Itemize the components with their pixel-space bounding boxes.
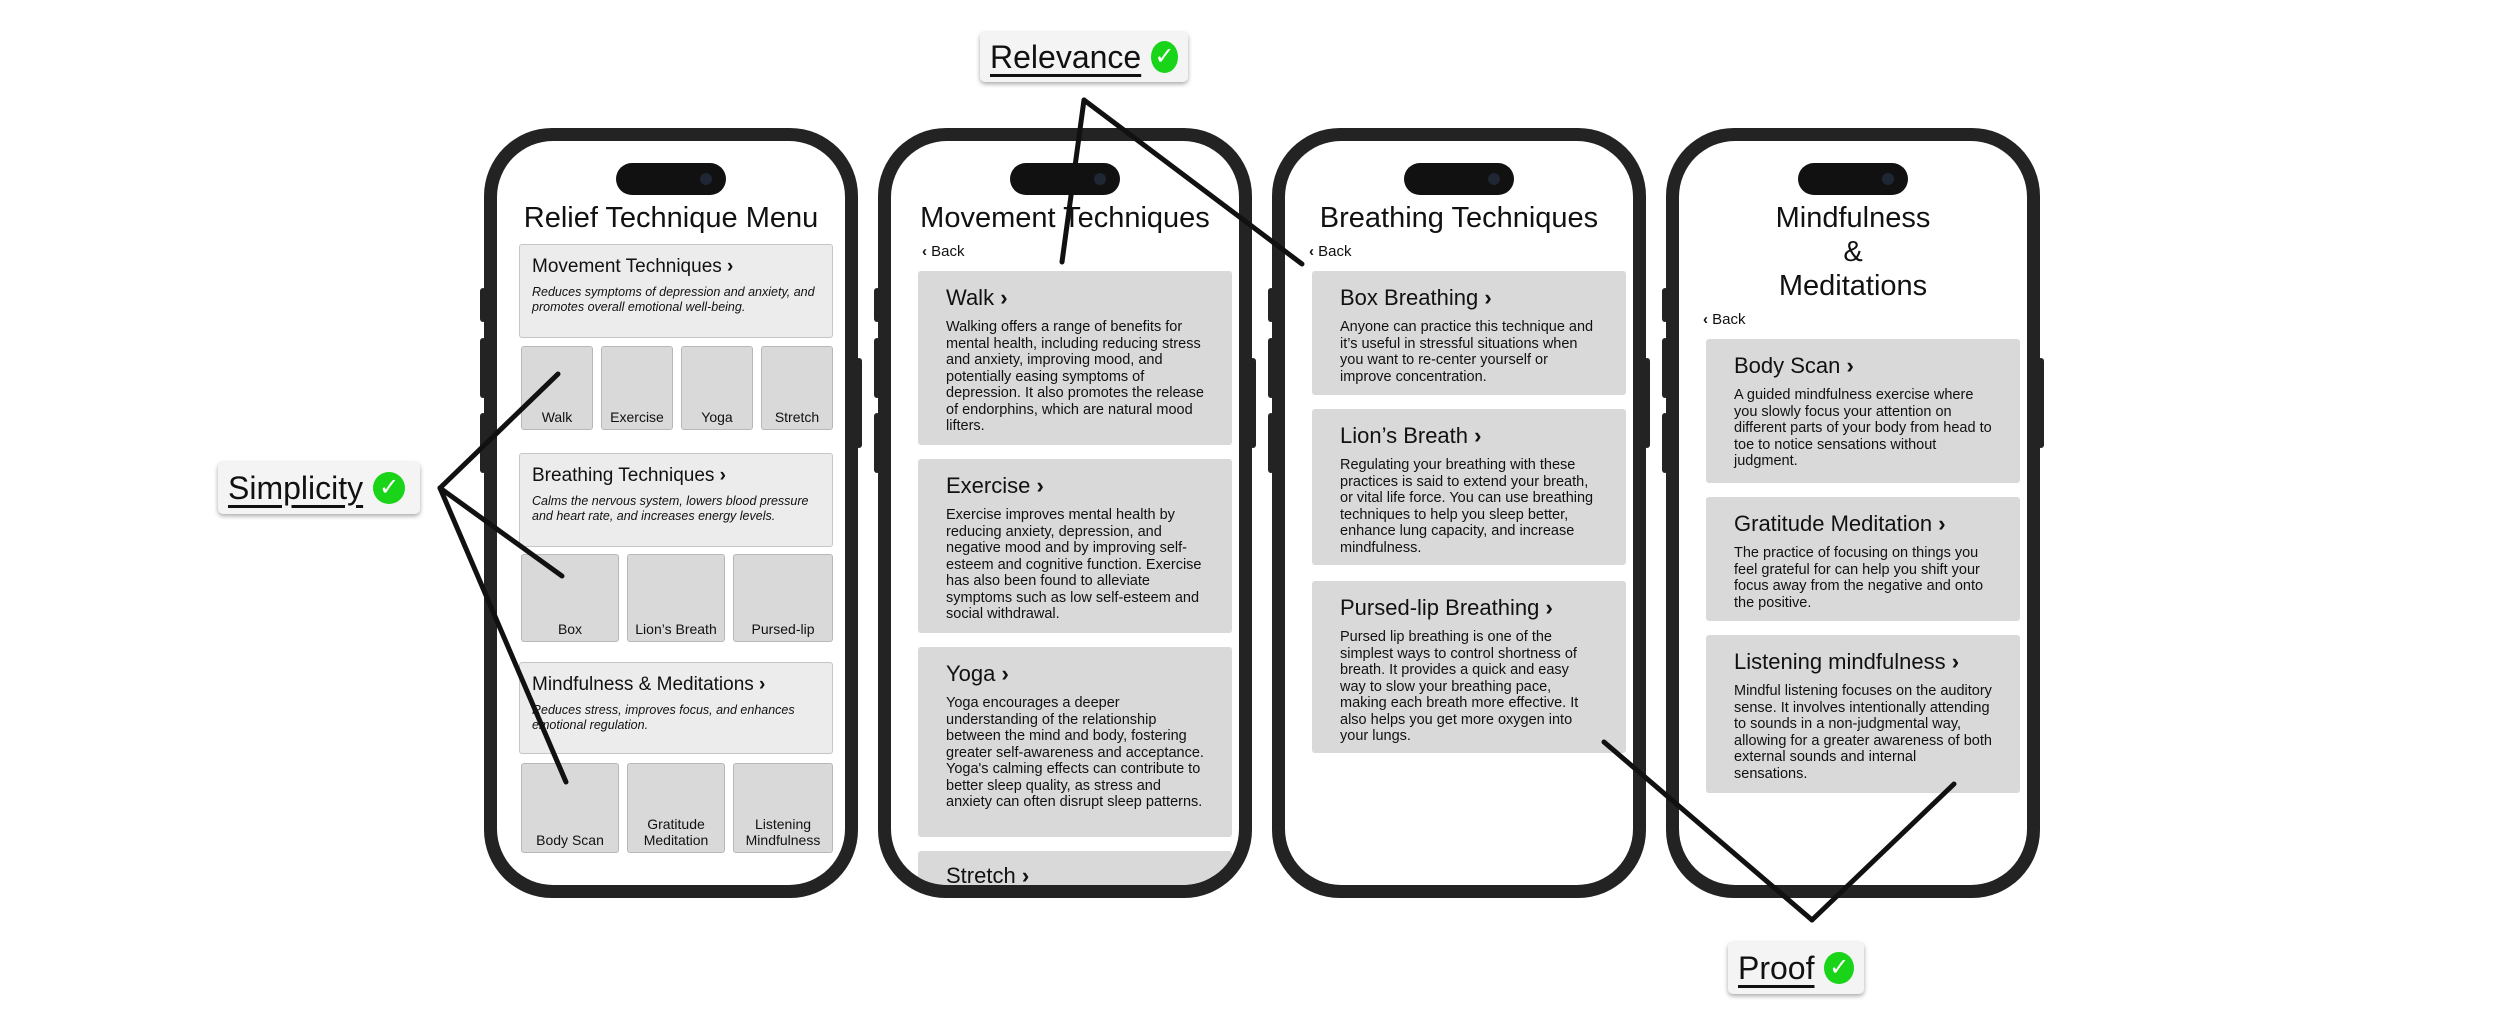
screen-title: Movement Techniques [920, 202, 1210, 234]
menu-section-mindfulness[interactable] [519, 662, 833, 754]
back-link[interactable]: ‹ Back [922, 243, 965, 260]
side-button [1662, 288, 1668, 322]
phone-breathing [1272, 128, 1646, 898]
card-exercise[interactable] [918, 459, 1232, 633]
side-button [874, 288, 880, 322]
section-title: Movement Techniques › [532, 255, 820, 279]
callout-label: Proof [1738, 949, 1815, 986]
phone-screen [891, 141, 1239, 885]
side-button [480, 413, 486, 473]
card-title: Stretch › [946, 863, 1204, 885]
card-gratitude-meditation[interactable] [1706, 497, 2020, 621]
side-button [480, 288, 486, 322]
card-stretch[interactable] [918, 851, 1232, 885]
card-description: The practice of focusing on things you feel grateful for can help you shift your focus away from the negative and onto the positive. [1734, 545, 1984, 611]
screen-title-line-1: Mindfulness [1775, 202, 1931, 234]
side-button [1662, 413, 1668, 473]
screen-title-line-2: & [1843, 236, 1863, 268]
side-button [874, 413, 880, 473]
dynamic-island [616, 163, 726, 195]
section-title: Mindfulness & Meditations › [532, 673, 820, 697]
check-icon: ✓ [1151, 41, 1178, 73]
callout-label: Simplicity [228, 469, 364, 506]
card-description: Yoga encourages a deeper understanding of the relationship between the mind and body, fostering greater self-awareness and acceptance. Yoga's calming effects can contribute to better sleep quality, as stress and anxiety can often disrupt sleep patterns. [946, 695, 1204, 810]
check-icon: ✓ [373, 472, 405, 504]
side-button [480, 338, 486, 398]
side-button [1644, 358, 1650, 448]
callout-simplicity [218, 462, 420, 514]
card-description: Exercise improves mental health by reducing anxiety, depression, and negative mood and by improving self-esteem and cognitive function. Exercise has also been found to alleviate symptoms such as low self-esteem and social withdrawal. [946, 507, 1202, 622]
phone-movement [878, 128, 1252, 898]
screen-title-line-3: Meditations [1778, 270, 1928, 302]
side-button [1268, 288, 1274, 322]
screen-title: Relief Technique Menu [523, 202, 819, 234]
side-button [1268, 413, 1274, 473]
card-title: Gratitude Meditation › [1734, 511, 1992, 537]
callout-relevance [980, 32, 1188, 82]
dynamic-island [1010, 163, 1120, 195]
tile-lions-breath[interactable]: Lion’s Breath [627, 554, 725, 642]
card-description: A guided mindfulness exercise where you slowly focus your attention on different parts of your body from head to toe to notice sensations without judgment. [1734, 387, 1992, 469]
card-title: Walk › [946, 285, 1204, 311]
side-button [856, 358, 862, 448]
tile-pursed-lip[interactable]: Pursed-lip [733, 554, 833, 642]
back-link[interactable]: ‹ Back [1309, 243, 1352, 260]
card-description: Mindful listening focuses on the auditory sense. It involves intentionally attending to sounds in a non-judgmental way, allowing for a greater awareness of both external sounds and internal sensations. [1734, 683, 1992, 782]
tile-gratitude-meditation[interactable]: Gratitude Meditation [627, 763, 725, 853]
card-title: Listening mindfulness › [1734, 649, 1992, 675]
card-description: Anyone can practice this technique and it’s useful in stressful situations when you want to re-center yourself or improve concentration. [1340, 319, 1594, 385]
section-title: Breathing Techniques › [532, 464, 820, 488]
section-description: Calms the nervous system, lowers blood pressure and heart rate, and increases energy levels. [532, 494, 809, 523]
card-title: Exercise › [946, 473, 1204, 499]
card-description: Regulating your breathing with these practices is said to extend your breath, or vital life force. You can use breathing techniques to help you sleep better, enhance lung capacity, and increase mindfulness. [1340, 457, 1594, 556]
phone-screen [1285, 141, 1633, 885]
tile-stretch[interactable]: Stretch [761, 346, 833, 430]
tile-box[interactable]: Box [521, 554, 619, 642]
side-button [1250, 358, 1256, 448]
card-yoga[interactable] [918, 647, 1232, 837]
screen-title: Breathing Techniques [1319, 202, 1599, 234]
phone-screen [1679, 141, 2027, 885]
card-title: Box Breathing › [1340, 285, 1598, 311]
card-title: Pursed-lip Breathing › [1340, 595, 1598, 621]
phone-menu [484, 128, 858, 898]
card-title: Body Scan › [1734, 353, 1992, 379]
menu-section-breathing[interactable] [519, 453, 833, 547]
card-title: Lion’s Breath › [1340, 423, 1598, 449]
callout-label: Relevance [990, 38, 1142, 75]
menu-section-movement[interactable] [519, 244, 833, 338]
card-description: Pursed lip breathing is one of the simplest ways to control shortness of breath. It provides a quick and easy way to slow your breathing pace, making each breath more effective. It also helps you get more oxygen into your lungs. [1340, 629, 1579, 744]
tile-yoga[interactable]: Yoga [681, 346, 753, 430]
card-pursed-lip-breathing[interactable] [1312, 581, 1626, 753]
tile-body-scan[interactable]: Body Scan [521, 763, 619, 853]
card-walk[interactable] [918, 271, 1232, 445]
dynamic-island [1404, 163, 1514, 195]
phone-mindfulness [1666, 128, 2040, 898]
phone-screen [497, 141, 845, 885]
dynamic-island [1798, 163, 1908, 195]
tile-exercise[interactable]: Exercise [601, 346, 673, 430]
side-button [2038, 358, 2044, 448]
back-link[interactable]: ‹ Back [1703, 311, 1746, 328]
check-icon: ✓ [1824, 952, 1854, 984]
card-title: Yoga › [946, 661, 1204, 687]
section-description: Reduces symptoms of depression and anxiety, and promotes overall emotional well-being. [532, 285, 815, 314]
card-listening-mindfulness[interactable] [1706, 635, 2020, 793]
side-button [874, 338, 880, 398]
card-body-scan[interactable] [1706, 339, 2020, 483]
card-description: Walking offers a range of benefits for mental health, including reducing stress and anxiety, improving mood, and potentially easing symptoms of depression. It also promotes the release of endorphins, which are natural mood lifters. [946, 319, 1204, 434]
tile-walk[interactable]: Walk [521, 346, 593, 430]
side-button [1268, 338, 1274, 398]
tile-listening-mindfulness[interactable]: Listening Mindfulness [733, 763, 833, 853]
callout-proof [1728, 942, 1864, 994]
section-description: Reduces stress, improves focus, and enhances emotional regulation. [532, 703, 795, 732]
side-button [1662, 338, 1668, 398]
card-lions-breath[interactable] [1312, 409, 1626, 565]
card-box-breathing[interactable] [1312, 271, 1626, 395]
